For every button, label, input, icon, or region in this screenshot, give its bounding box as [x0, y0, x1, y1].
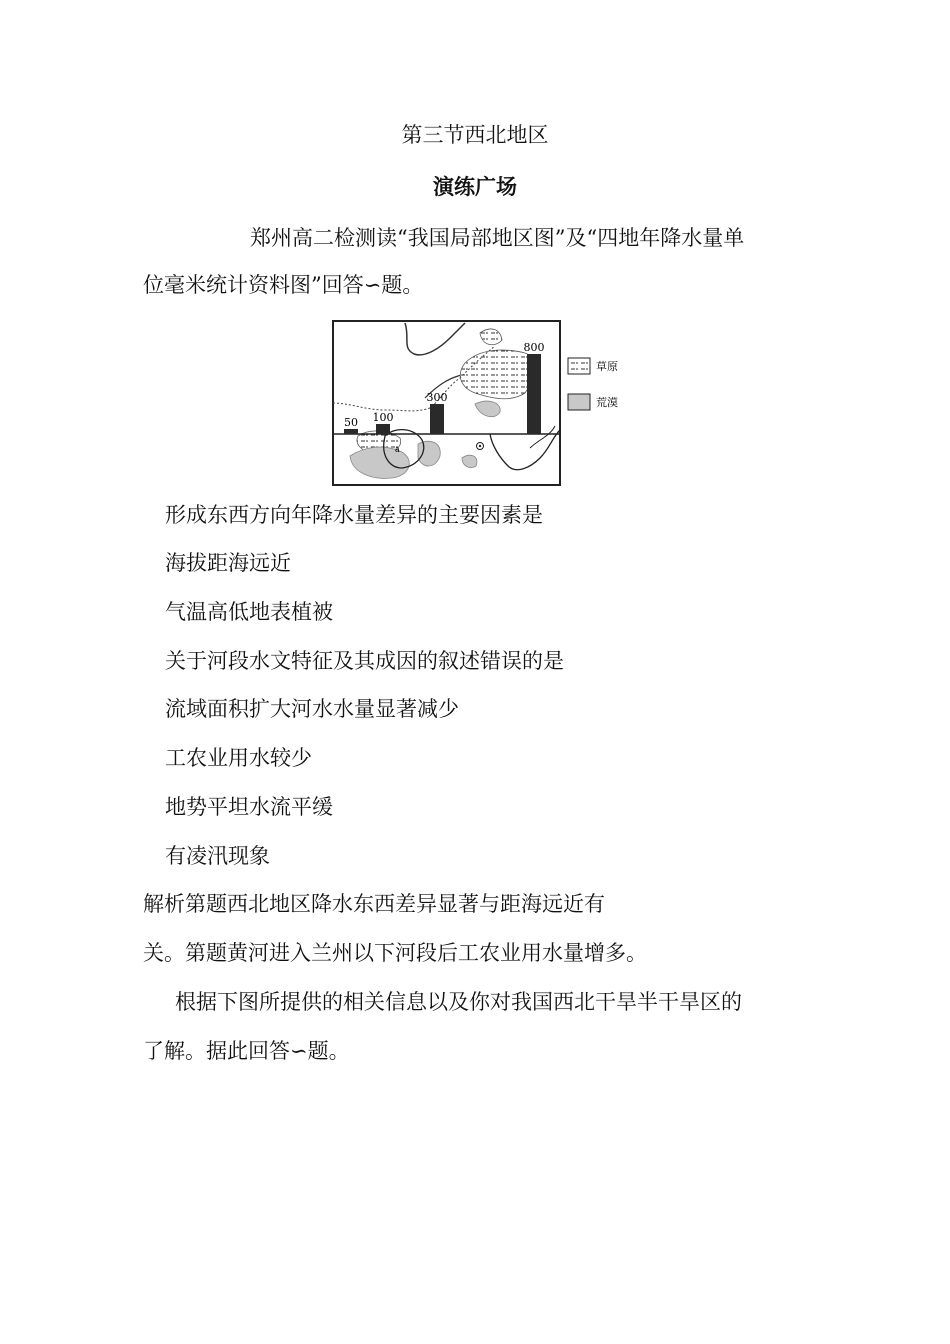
precip-bar-2	[376, 424, 390, 434]
question-2-option-2: 工农业用水较少	[165, 746, 312, 770]
precip-bar-label-3: 300	[426, 391, 448, 404]
precip-bar-4	[527, 354, 541, 434]
precip-bar-1	[344, 429, 358, 434]
map-figure	[330, 318, 630, 488]
precip-bar-label-4: 800	[523, 341, 545, 354]
desert-area	[418, 441, 440, 466]
intro2-line1: 根据下图所提供的相关信息以及你对我国西北干旱半干旱区的	[175, 990, 742, 1014]
question-2: 关于河段水文特征及其成因的叙述错误的是	[165, 649, 564, 673]
intro1-line1: 郑州高二检测读“我国局部地区图”及“四地年降水量单	[250, 226, 745, 250]
capital-dot-icon	[479, 445, 481, 447]
question-2-option-4: 有凌汛现象	[165, 844, 270, 868]
question-1: 形成东西方向年降水量差异的主要因素是	[165, 503, 543, 527]
question-1-option-1: 海拔距海远近	[165, 551, 291, 575]
question-2-option-3: 地势平坦水流平缓	[165, 795, 333, 819]
analysis-line-1: 解析第题西北地区降水东西差异显著与距海远近有	[143, 892, 605, 916]
map-label-a: a	[395, 445, 400, 454]
legend-desert-label: 荒漠	[596, 396, 618, 409]
legend-desert-swatch	[568, 394, 590, 410]
legend-grassland-label: 草原	[596, 360, 618, 373]
analysis-line-2: 关。第题黄河进入兰州以下河段后工农业用水量增多。	[143, 941, 647, 965]
section-title: 第三节西北地区	[401, 123, 549, 147]
precip-bar-label-2: 100	[372, 411, 394, 424]
precip-bar-label-1: 50	[344, 416, 358, 429]
question-2-option-1: 流域面积扩大河水水量显著减少	[165, 697, 459, 721]
intro1-line2: 位毫米统计资料图”回答∽题。	[143, 273, 424, 297]
question-1-option-2: 气温高低地表植被	[165, 600, 333, 624]
intro2-line2: 了解。据此回答∽题。	[143, 1039, 350, 1063]
legend-grassland-swatch	[568, 358, 590, 374]
precip-bar-3	[430, 404, 444, 434]
heading: 演练广场	[433, 175, 517, 199]
